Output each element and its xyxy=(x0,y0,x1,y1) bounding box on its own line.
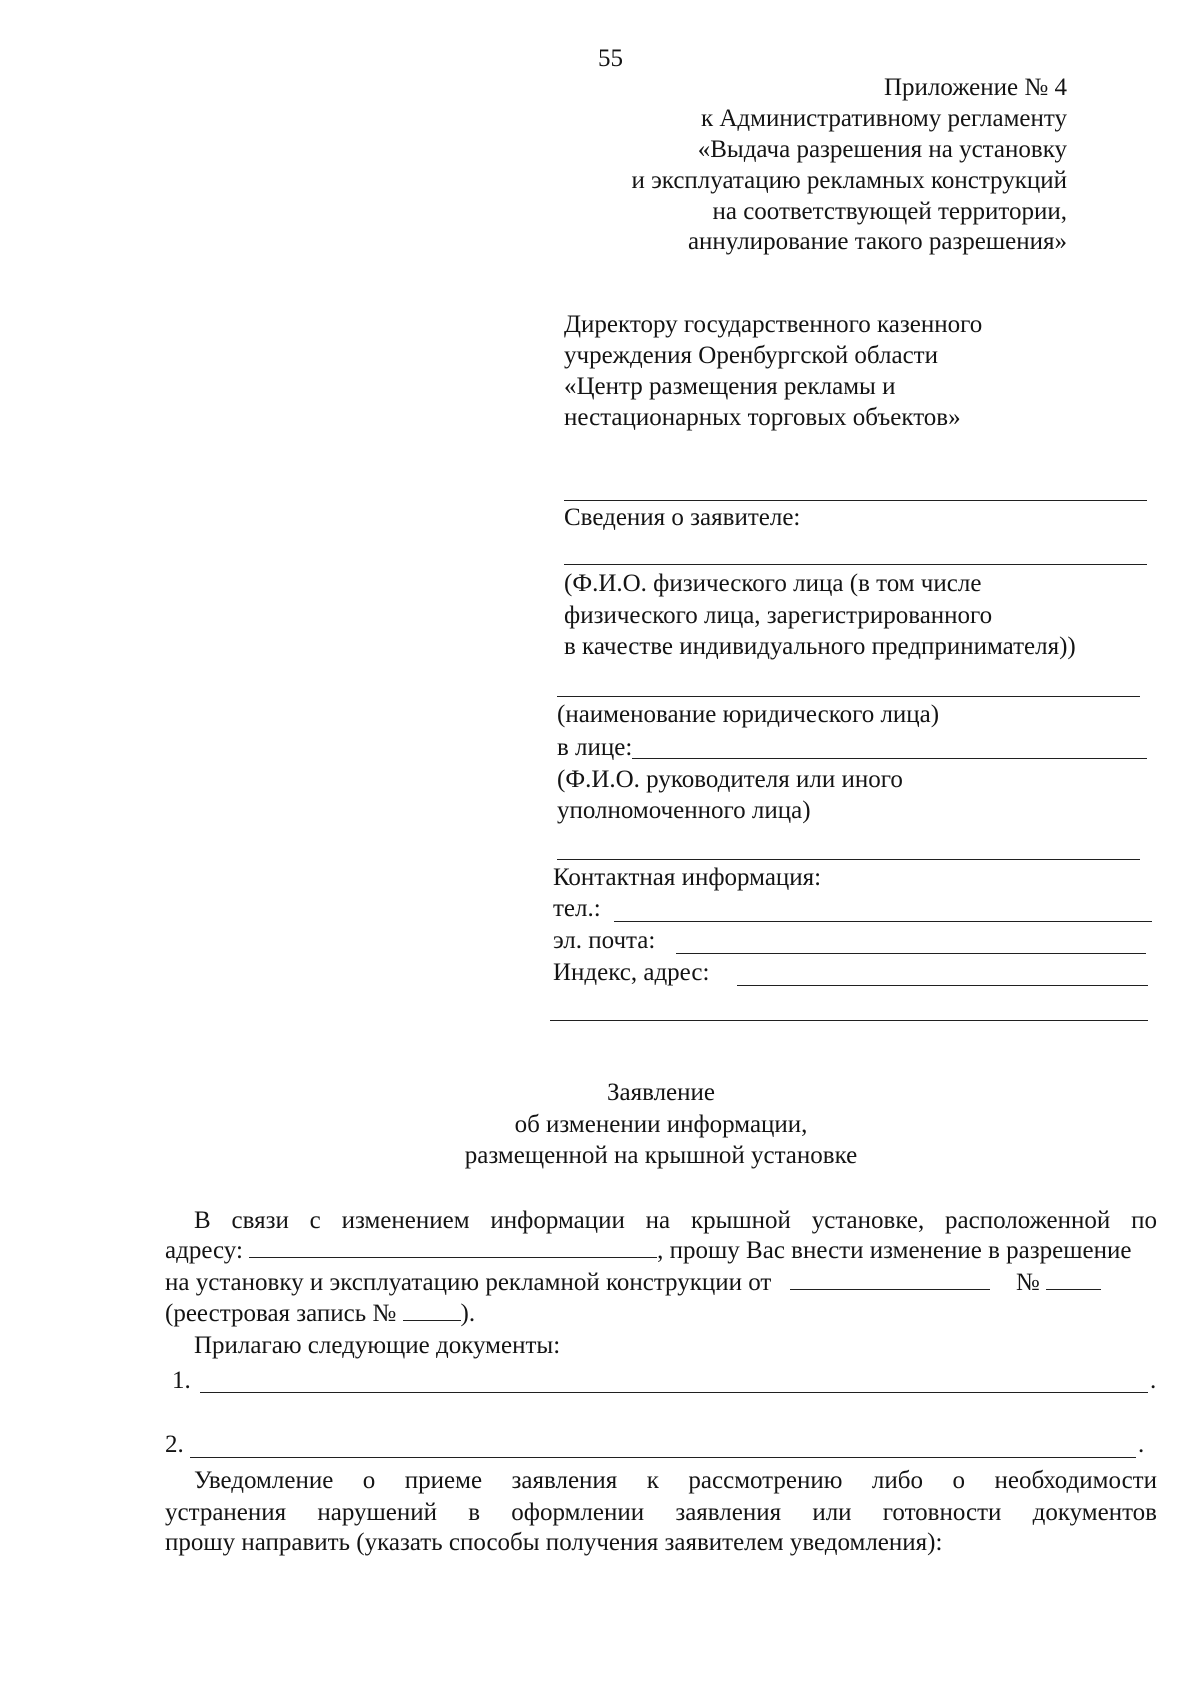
body-p2-line-2 xyxy=(165,1497,1157,1529)
appendix-line-2: к Административному регламенту xyxy=(700,105,1067,132)
represented-by-label: в лице: xyxy=(557,734,633,761)
body-p2-text-1: Уведомление о приеме заявления к рассмотрению либо о необходимости xyxy=(194,1467,1157,1494)
body-p1-line-2 xyxy=(165,1236,1131,1266)
individual-hint-line-3: в качестве индивидуального предпринимателя)) xyxy=(564,633,1076,660)
email-blank xyxy=(676,953,1146,954)
addressee-line-4: нестационарных торговых объектов» xyxy=(564,404,961,431)
registry-number-blank xyxy=(403,1300,461,1321)
address-blank-2 xyxy=(550,1020,1148,1021)
registry-label: (реестровая запись № xyxy=(165,1300,397,1327)
body-p1-text-1: В связи с изменением информации на крышной установке, расположенной по xyxy=(194,1207,1157,1234)
document-title-line-3: размещенной на крышной установке xyxy=(464,1142,858,1169)
addressee-name-blank xyxy=(564,500,1147,501)
body-p1-text-3: на установку и эксплуатацию рекламной конструкции от xyxy=(165,1269,772,1296)
addressee-line-2: учреждения Оренбургской области xyxy=(564,342,938,369)
body-p2-text-2: устранения нарушений в оформлении заявления или готовности документов xyxy=(165,1499,1157,1526)
contact-header: Контактная информация: xyxy=(553,864,822,891)
body-p1-line-3 xyxy=(165,1268,1101,1298)
address-label: Индекс, адрес: xyxy=(553,959,710,986)
applicant-header: Сведения о заявителе: xyxy=(564,504,801,531)
body-p2-line-3: прошу направить (указать способы получения заявителем уведомления): xyxy=(165,1529,943,1556)
attachment-2-number: 2. xyxy=(165,1431,184,1458)
email-label: эл. почта: xyxy=(553,927,656,954)
applicant-name-blank xyxy=(564,564,1147,565)
document-title-line-1: Заявление xyxy=(606,1079,716,1106)
appendix-line-4: и эксплуатацию рекламных конструкций xyxy=(631,167,1067,194)
representative-hint-line-1: (Ф.И.О. руководителя или иного xyxy=(557,766,903,793)
appendix-line-1: Приложение № 4 xyxy=(883,74,1067,101)
attachments-label: Прилагаю следующие документы: xyxy=(194,1332,561,1359)
attachment-1-blank xyxy=(200,1392,1148,1393)
individual-hint-line-1: (Ф.И.О. физического лица (в том числе xyxy=(564,570,982,597)
individual-hint-line-2: физического лица, зарегистрированного xyxy=(564,602,993,629)
appendix-line-3: «Выдача разрешения на установку xyxy=(697,136,1067,163)
address-blank-1 xyxy=(737,985,1148,986)
attachment-2-end: . xyxy=(1138,1431,1145,1458)
addressee-line-1: Директору государственного казенного xyxy=(564,311,983,338)
phone-label: тел.: xyxy=(553,895,601,922)
body-p1-line-4 xyxy=(165,1299,475,1329)
attachment-1-end: . xyxy=(1150,1367,1157,1394)
document-title-line-2: об изменении информации, xyxy=(514,1111,808,1138)
body-p1-text-2: , прошу Вас внести изменение в разрешение xyxy=(657,1237,1132,1264)
representative-blank xyxy=(557,859,1140,860)
attachment-2-blank xyxy=(190,1457,1136,1458)
address-fill-blank xyxy=(249,1237,657,1258)
legal-entity-blank xyxy=(557,696,1140,697)
body-p2-line-1 xyxy=(194,1465,1157,1497)
represented-by-blank xyxy=(632,758,1147,759)
permit-number-label: № xyxy=(1015,1269,1040,1296)
page-number: 55 xyxy=(598,45,623,72)
legal-entity-hint: (наименование юридического лица) xyxy=(557,701,940,728)
addressee-line-3: «Центр размещения рекламы и xyxy=(564,373,896,400)
registry-close: ). xyxy=(460,1300,476,1327)
address-label-inline: адресу: xyxy=(165,1237,243,1264)
phone-blank xyxy=(614,921,1152,922)
attachment-1-number: 1. xyxy=(172,1367,191,1394)
body-p1-line-1 xyxy=(194,1205,1157,1237)
appendix-line-6: аннулирование такого разрешения» xyxy=(687,228,1067,255)
permit-date-blank xyxy=(790,1269,990,1290)
appendix-line-5: на соответствующей территории, xyxy=(712,198,1067,225)
representative-hint-line-2: уполномоченного лица) xyxy=(557,797,811,824)
permit-number-blank xyxy=(1046,1269,1101,1290)
